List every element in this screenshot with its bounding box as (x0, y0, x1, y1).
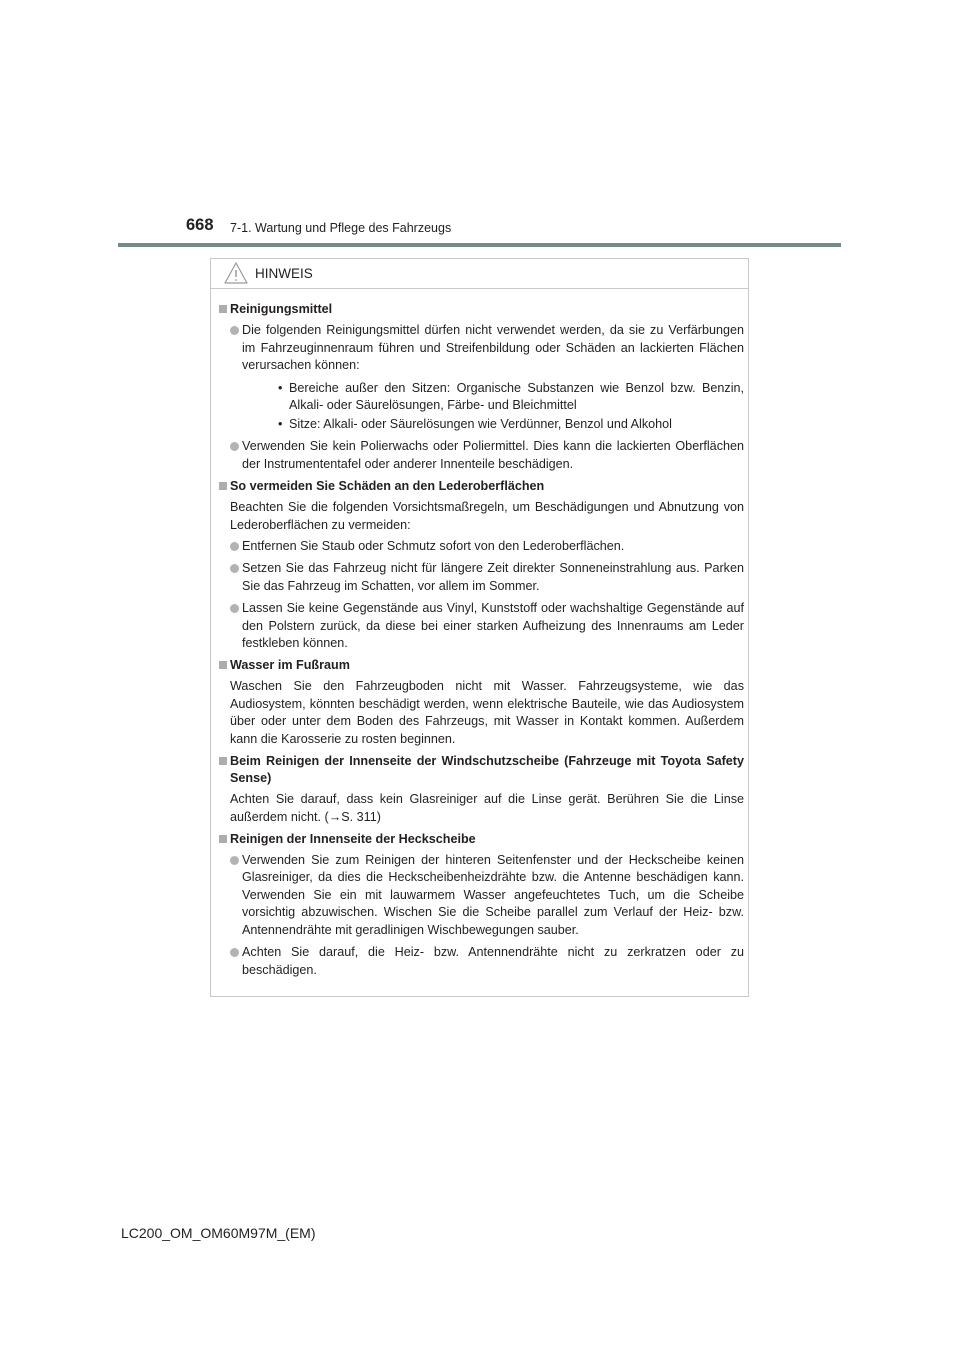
bullet-item (218, 322, 744, 434)
sub-item: • Sitze: Alkali- oder Säurelösungen wie Verdünner, Benzol und Alkohol (242, 416, 744, 434)
paragraph: Beachten Sie die folgenden Vorsichtsmaßregeln, um Beschädigungen und Abnutzung von Lederoberflächen zu vermeiden: (230, 499, 744, 532)
bullet-item: Setzen Sie das Fahrzeug nicht für längere Zeit direkter Sonneneinstrahlung aus. Parken Sie das Fahrzeug im Schatten, vor allem im Sommer. (218, 560, 744, 595)
document-id: LC200_OM_OM60M97M_(EM) (121, 1225, 316, 1241)
bullet-text: Die folgenden Reinigungsmittel dürfen nicht verwendet werden, da sie zu Verfärbungen im Fahrzeuginnenraum führen und Streifenbildung oder Schäden an lackierten Flächen verursachen können: (242, 323, 744, 373)
section-heading: Reinigen der Innenseite der Heckscheibe (218, 831, 744, 849)
section-heading: So vermeiden Sie Schäden an den Lederoberflächen (218, 478, 744, 496)
sub-item: • Bereiche außer den Sitzen: Organische Substanzen wie Benzol bzw. Benzin, Alkali- oder Säurelösungen, Färbe- und Bleichmittel (242, 380, 744, 415)
notice-content (218, 301, 744, 984)
bullet-item: Lassen Sie keine Gegenstände aus Vinyl, Kunststoff oder wachshaltige Gegenstände auf den Polstern zurück, da diese bei einer starken Aufheizung des Innenraums am Leder festkleben können. (218, 600, 744, 653)
bullet-item: Verwenden Sie zum Reinigen der hinteren Seitenfenster und der Heckscheibe keinen Glasreiniger, da dies die Heckscheibenheizdrähte bzw. die Antenne beschädigen kann. Verwenden Sie ein mit lauwarmem Wasser angefeuchtetes Tuch, um die Scheibe vorsichtig abzuwischen. Wischen Sie die Scheibe parallel zum Verlauf der Heiz- bzw. Antennendrähte mit geradlinigen Wischbewegungen sauber. (218, 852, 744, 940)
bullet-item: Achten Sie darauf, die Heiz- bzw. Antennendrähte nicht zu zerkratzen oder zu beschädigen. (218, 944, 744, 979)
notice-header (211, 259, 748, 289)
paragraph: Waschen Sie den Fahrzeugboden nicht mit Wasser. Fahrzeugsysteme, wie das Audiosystem, könnten beschädigt werden, wenn elektrische Bauteile, wie das Audiosystem über oder unter dem Boden des Fahrzeugs, mit Wasser in Kontakt kommen. Außerdem kann die Karosserie zu rosten beginnen. (230, 679, 744, 747)
section-heading: Wasser im Fußraum (218, 657, 744, 675)
bullet-item: Verwenden Sie kein Polierwachs oder Poliermittel. Dies kann die lackierten Oberflächen der Instrumententafel oder anderer Innenteile beschädigen. (218, 438, 744, 473)
section-heading: Reinigungsmittel (218, 301, 744, 319)
paragraph: Achten Sie darauf, dass kein Glasreiniger auf die Linse gerät. Berühren Sie die Linse außerdem nicht. (→S. 311) (230, 792, 744, 824)
page-number: 668 (186, 216, 214, 234)
warning-triangle-icon (224, 262, 248, 289)
bullet-item: Entfernen Sie Staub oder Schmutz sofort von den Lederoberflächen. (218, 538, 744, 556)
notice-title: HINWEIS (255, 266, 313, 281)
header-rule (118, 243, 841, 247)
section-title: 7-1. Wartung und Pflege des Fahrzeugs (230, 221, 452, 235)
section-heading: Beim Reinigen der Innenseite der Windschutzscheibe (Fahrzeuge mit Toyota Safety Sense) (218, 753, 744, 788)
notice-box (210, 258, 749, 997)
